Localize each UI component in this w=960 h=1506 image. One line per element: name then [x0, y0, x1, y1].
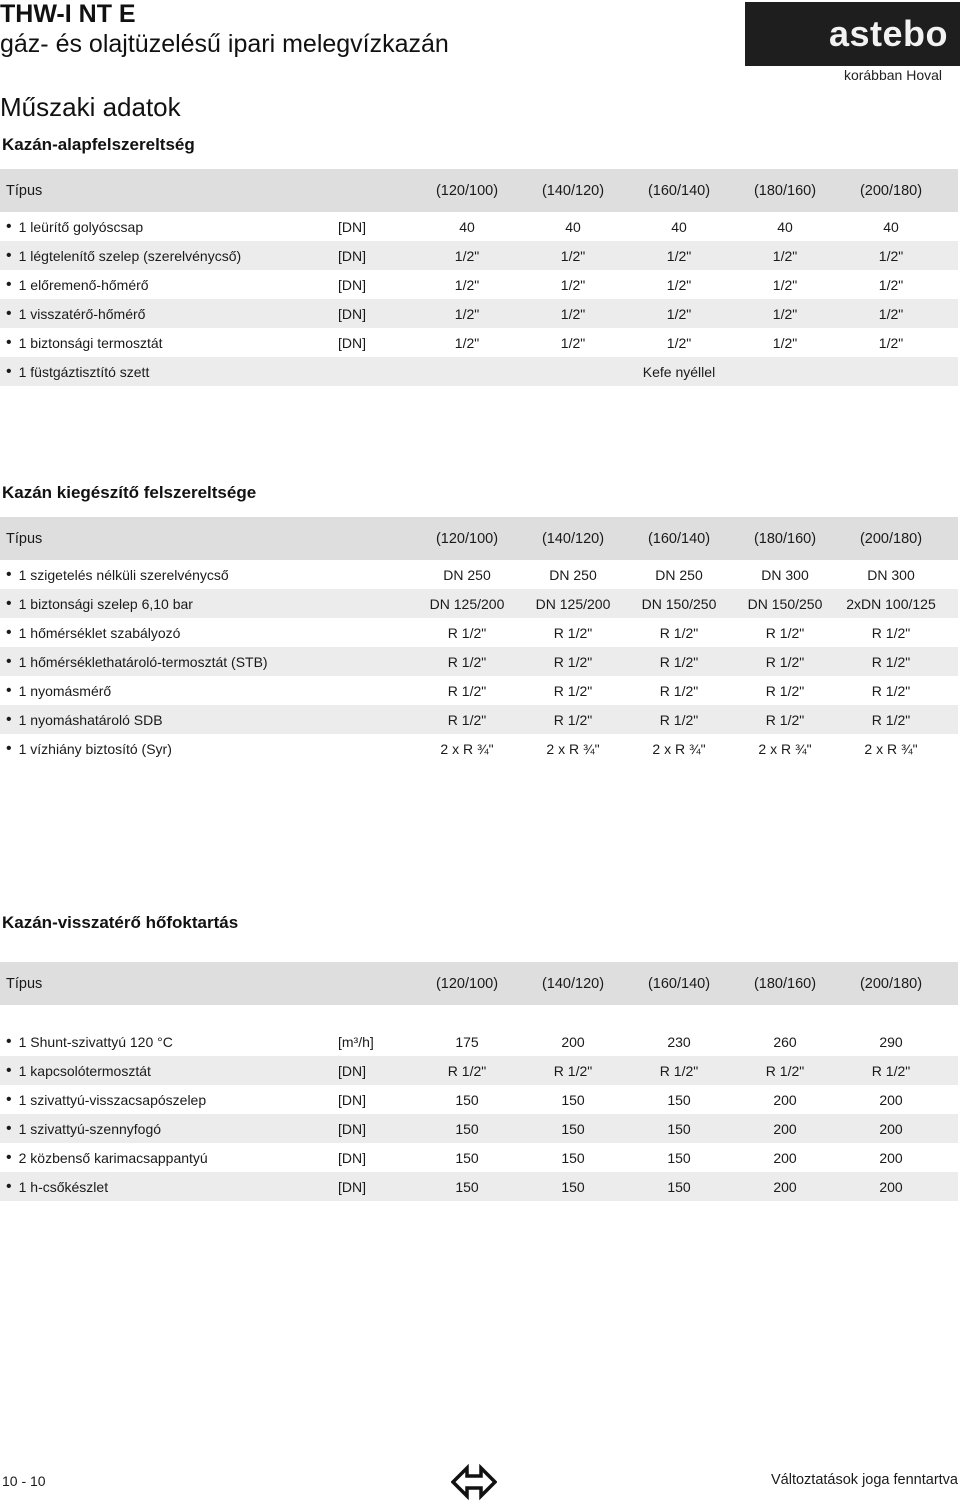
rights-note: Változtatások joga fenntartva — [770, 1472, 958, 1488]
row-value: 1/2" — [454, 305, 480, 322]
bullet-icon: • — [6, 594, 12, 612]
row-value: R 1/2" — [553, 711, 593, 728]
row-value: 150 — [561, 1120, 585, 1137]
bullet-icon: • — [6, 1177, 12, 1195]
row-value: 1/2" — [878, 305, 904, 322]
row-value: R 1/2" — [871, 1062, 911, 1079]
row-value: R 1/2" — [553, 1062, 593, 1079]
header-model: (200/180) — [859, 530, 923, 547]
row-unit: [DN] — [338, 1091, 366, 1108]
header-model: (180/160) — [753, 182, 817, 199]
row-label — [0, 1178, 338, 1196]
bullet-icon: • — [6, 1032, 12, 1050]
row-label — [0, 740, 338, 758]
header-type: Típus — [6, 530, 43, 547]
row-value: 1/2" — [666, 334, 692, 351]
row-label — [0, 247, 338, 265]
row-value: R 1/2" — [447, 1062, 487, 1079]
row-value: 200 — [561, 1033, 585, 1050]
row-value: 150 — [455, 1149, 479, 1166]
bullet-icon: • — [6, 1119, 12, 1137]
row-label-text: 1 füstgáztisztító szett — [18, 363, 150, 380]
row-label-text: 1 h-csőkészlet — [18, 1178, 109, 1195]
row-value: DN 250 — [549, 566, 597, 583]
row-value: R 1/2" — [659, 653, 699, 670]
row-unit: [DN] — [338, 1062, 366, 1079]
bullet-icon: • — [6, 362, 12, 380]
row-value: 150 — [561, 1149, 585, 1166]
row-value: R 1/2" — [871, 682, 911, 699]
row-label-text: 1 nyomásmérő — [18, 682, 112, 699]
table-header — [0, 962, 958, 1005]
row-value: 1/2" — [560, 334, 586, 351]
table-row — [0, 270, 958, 299]
table-row — [0, 647, 958, 676]
row-label-text: 1 hőmérséklethatároló-termosztát (STB) — [18, 653, 268, 670]
bullet-icon: • — [6, 623, 12, 641]
row-value: 1/2" — [454, 276, 480, 293]
row-value: 1/2" — [878, 334, 904, 351]
row-value: R 1/2" — [553, 682, 593, 699]
row-value: R 1/2" — [659, 624, 699, 641]
row-value: 175 — [455, 1033, 479, 1050]
row-value: 2 x R ¾" — [652, 740, 706, 757]
row-value: 200 — [773, 1149, 797, 1166]
row-value: DN 150/250 — [747, 595, 823, 612]
header-model: (180/160) — [753, 975, 817, 992]
row-label — [0, 1062, 338, 1080]
row-label-text: 1 kapcsolótermosztát — [18, 1062, 151, 1079]
row-label — [0, 334, 338, 352]
row-label-text: 1 biztonsági szelep 6,10 bar — [18, 595, 193, 612]
bullet-icon: • — [6, 304, 12, 322]
row-value: R 1/2" — [765, 624, 805, 641]
row-value: R 1/2" — [765, 653, 805, 670]
row-unit: [DN] — [338, 276, 366, 293]
header-type: Típus — [6, 182, 43, 199]
row-value: 150 — [667, 1178, 691, 1195]
header-model: (160/140) — [647, 530, 711, 547]
header-model: (180/160) — [753, 530, 817, 547]
row-label — [0, 276, 338, 294]
brand-logo — [745, 2, 960, 66]
row-unit: [DN] — [338, 1120, 366, 1137]
table-row — [0, 241, 958, 270]
bullet-icon: • — [6, 565, 12, 583]
row-label — [0, 566, 338, 584]
row-value: 200 — [879, 1178, 903, 1195]
row-value: DN 250 — [655, 566, 703, 583]
row-value: 40 — [777, 218, 793, 235]
table-row — [0, 1172, 958, 1201]
row-value: DN 300 — [761, 566, 809, 583]
row-value: 1/2" — [772, 247, 798, 264]
row-value: DN 125/200 — [429, 595, 505, 612]
row-value: 1/2" — [454, 247, 480, 264]
row-value: R 1/2" — [659, 1062, 699, 1079]
table-row — [0, 1056, 958, 1085]
row-label-text: 1 visszatérő-hőmérő — [18, 305, 146, 322]
row-value: DN 150/250 — [641, 595, 717, 612]
table-row — [0, 1114, 958, 1143]
row-value: 40 — [565, 218, 581, 235]
page-number: 10 - 10 — [2, 1473, 46, 1489]
row-label-text: 1 előremenő-hőmérő — [18, 276, 149, 293]
row-label — [0, 653, 338, 671]
header-model: (120/100) — [435, 182, 499, 199]
bullet-icon: • — [6, 1148, 12, 1166]
table-row — [0, 299, 958, 328]
page-heading: Műszaki adatok — [0, 92, 181, 122]
row-value: 2 x R ¾" — [440, 740, 494, 757]
table-row — [0, 328, 958, 357]
row-value: 150 — [561, 1091, 585, 1108]
row-value: 200 — [879, 1120, 903, 1137]
table-row — [0, 1085, 958, 1114]
row-value: 1/2" — [666, 305, 692, 322]
row-label — [0, 1120, 338, 1138]
section-title: Kazán-visszatérő hőfoktartás — [2, 913, 239, 932]
bullet-icon: • — [6, 217, 12, 235]
row-value: 2 x R ¾" — [758, 740, 812, 757]
row-value: DN 250 — [443, 566, 491, 583]
header-type: Típus — [6, 975, 43, 992]
table-row — [0, 357, 958, 386]
row-label — [0, 363, 338, 381]
header-model: (140/120) — [541, 975, 605, 992]
row-value: 2 x R ¾" — [546, 740, 600, 757]
row-value: R 1/2" — [553, 624, 593, 641]
row-label — [0, 595, 338, 613]
row-label-text: 1 nyomáshatároló SDB — [18, 711, 163, 728]
row-value: 1/2" — [772, 276, 798, 293]
logo-text: astebo — [828, 13, 948, 54]
row-value: 1/2" — [560, 305, 586, 322]
row-value: 150 — [667, 1149, 691, 1166]
row-unit: [DN] — [338, 1149, 366, 1166]
row-value: 200 — [773, 1120, 797, 1137]
row-value: R 1/2" — [765, 1062, 805, 1079]
row-value: 40 — [459, 218, 475, 235]
row-value: 1/2" — [878, 247, 904, 264]
table-row — [0, 705, 958, 734]
row-label — [0, 1149, 338, 1167]
row-value: 290 — [879, 1033, 903, 1050]
bullet-icon: • — [6, 710, 12, 728]
row-unit: [DN] — [338, 305, 366, 322]
row-unit: [DN] — [338, 218, 366, 235]
row-value: 2xDN 100/125 — [846, 595, 936, 612]
table-row — [0, 589, 958, 618]
bullet-icon: • — [6, 1090, 12, 1108]
row-value: 2 x R ¾" — [864, 740, 918, 757]
row-value: 1/2" — [772, 334, 798, 351]
row-label — [0, 305, 338, 323]
table-row — [0, 212, 958, 241]
row-value: 200 — [879, 1091, 903, 1108]
row-value: 200 — [773, 1091, 797, 1108]
row-label-text: 1 biztonsági termosztát — [18, 334, 163, 351]
row-label — [0, 1091, 338, 1109]
header-model: (140/120) — [541, 530, 605, 547]
header-model: (200/180) — [859, 975, 923, 992]
header-model: (120/100) — [435, 975, 499, 992]
row-value: 200 — [773, 1178, 797, 1195]
row-value: 230 — [667, 1033, 691, 1050]
row-value: R 1/2" — [447, 711, 487, 728]
row-label-text: 1 vízhiány biztosító (Syr) — [18, 740, 172, 757]
row-span-value: Kefe nyéllel — [642, 363, 716, 380]
row-value: R 1/2" — [765, 682, 805, 699]
bullet-icon: • — [6, 333, 12, 351]
row-value: 1/2" — [878, 276, 904, 293]
row-label — [0, 218, 338, 236]
row-value: 1/2" — [666, 276, 692, 293]
table-row — [0, 560, 958, 589]
header-model: (200/180) — [859, 182, 923, 199]
row-value: 150 — [455, 1120, 479, 1137]
row-value: 40 — [671, 218, 687, 235]
row-unit: [DN] — [338, 1178, 366, 1195]
row-value: 1/2" — [454, 334, 480, 351]
table-row — [0, 618, 958, 647]
row-label-text: 2 közbenső karimacsappantyú — [18, 1149, 208, 1166]
row-label — [0, 711, 338, 729]
row-value: R 1/2" — [659, 711, 699, 728]
row-label-text: 1 szigetelés nélküli szerelvénycső — [18, 566, 229, 583]
row-value: 1/2" — [772, 305, 798, 322]
row-value: 150 — [561, 1178, 585, 1195]
row-value: R 1/2" — [765, 711, 805, 728]
row-value: 1/2" — [560, 276, 586, 293]
row-value: R 1/2" — [447, 682, 487, 699]
row-value: 150 — [455, 1178, 479, 1195]
table-row — [0, 1027, 958, 1056]
row-value: 40 — [883, 218, 899, 235]
row-value: DN 125/200 — [535, 595, 611, 612]
table-header — [0, 517, 958, 560]
header-model: (160/140) — [647, 182, 711, 199]
section-title: Kazán kiegészítő felszereltsége — [2, 483, 257, 502]
row-label-text: 1 szivattyú-szennyfogó — [18, 1120, 162, 1137]
table-row — [0, 676, 958, 705]
row-value: 150 — [667, 1091, 691, 1108]
row-value: R 1/2" — [447, 653, 487, 670]
bullet-icon: • — [6, 1061, 12, 1079]
row-label-text: 1 Shunt-szivattyú 120 °C — [18, 1033, 173, 1050]
table-row — [0, 1143, 958, 1172]
row-unit: [DN] — [338, 334, 366, 351]
row-value: 1/2" — [560, 247, 586, 264]
row-value: 150 — [667, 1120, 691, 1137]
row-value: R 1/2" — [447, 624, 487, 641]
row-label-text: 1 szivattyú-visszacsapószelep — [18, 1091, 207, 1108]
row-label-text: 1 hőmérséklet szabályozó — [18, 624, 181, 641]
row-value: R 1/2" — [871, 624, 911, 641]
row-label — [0, 682, 338, 700]
row-value: 260 — [773, 1033, 797, 1050]
row-unit: [m³/h] — [338, 1033, 374, 1050]
header-model: (140/120) — [541, 182, 605, 199]
double-arrow-icon[interactable] — [451, 1462, 497, 1502]
row-label — [0, 1033, 338, 1051]
row-unit: [DN] — [338, 247, 366, 264]
row-label-text: 1 légtelenítő szelep (szerelvénycső) — [18, 247, 242, 264]
row-value: 1/2" — [666, 247, 692, 264]
table-header — [0, 169, 958, 212]
row-value: 200 — [879, 1149, 903, 1166]
header-model: (120/100) — [435, 530, 499, 547]
document-subtitle: gáz- és olajtüzelésű ipari melegvízkazán — [0, 30, 449, 58]
table-row — [0, 734, 958, 763]
row-value: R 1/2" — [871, 653, 911, 670]
document-title: THW-I NT E — [0, 0, 136, 28]
bullet-icon: • — [6, 652, 12, 670]
section-title: Kazán-alapfelszereltség — [2, 135, 195, 154]
row-value: R 1/2" — [553, 653, 593, 670]
row-value: 150 — [455, 1091, 479, 1108]
row-label-text: 1 leürítő golyóscsap — [18, 218, 144, 235]
row-value: R 1/2" — [659, 682, 699, 699]
bullet-icon: • — [6, 275, 12, 293]
row-value: R 1/2" — [871, 711, 911, 728]
header-model: (160/140) — [647, 975, 711, 992]
bullet-icon: • — [6, 681, 12, 699]
bullet-icon: • — [6, 246, 12, 264]
logo-caption: korábban Hoval — [843, 67, 942, 83]
bullet-icon: • — [6, 739, 12, 757]
row-value: DN 300 — [867, 566, 915, 583]
row-label — [0, 624, 338, 642]
